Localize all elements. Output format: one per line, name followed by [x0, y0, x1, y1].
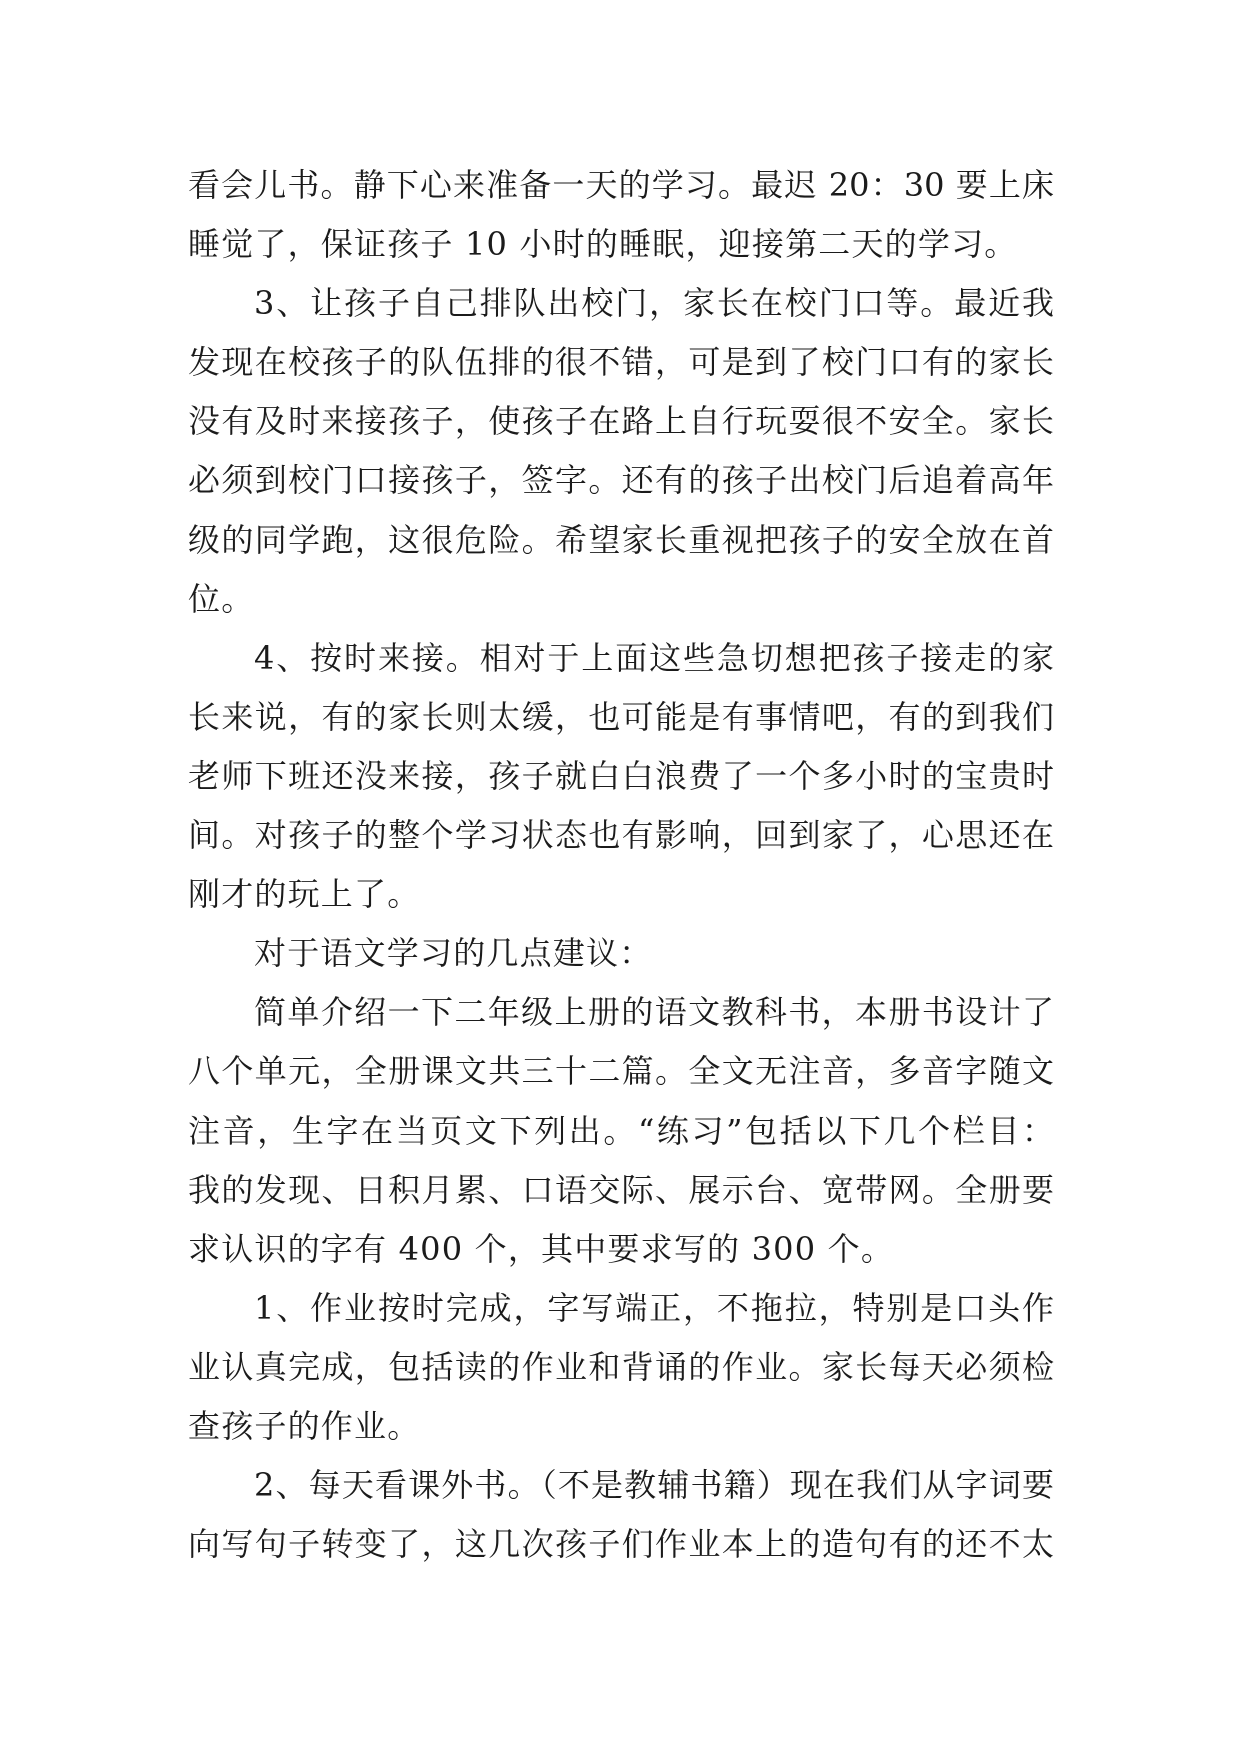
text-line: 必须到校门口接孩子，签字。还有的孩子出校门后追着高年 — [188, 461, 1054, 500]
text-line: 八个单元，全册课文共三十二篇。全文无注音，多音字随文 — [188, 1052, 1054, 1091]
paragraph — [188, 983, 1054, 1278]
text-line: 长来说，有的家长则太缓，也可能是有事情吧，有的到我们 — [188, 697, 1054, 736]
text-line: 查孩子的作业。 — [188, 1406, 421, 1445]
text-line: 级的同学跑，这很危险。希望家长重视把孩子的安全放在首 — [188, 520, 1054, 559]
text-line: 4、按时来接。相对于上面这些急切想把孩子接走的家 — [254, 638, 1054, 677]
text-line: 3、让孩子自己排队出校门，家长在校门口等。最近我 — [254, 284, 1054, 323]
text-line: 没有及时来接孩子，使孩子在路上自行玩耍很不安全。家长 — [188, 402, 1054, 441]
text-line: 老师下班还没来接，孩子就白白浪费了一个多小时的宝贵时 — [188, 756, 1054, 795]
text-line: 我的发现、日积月累、口语交际、展示台、宽带网。全册要 — [188, 1170, 1054, 1209]
text-line: 位。 — [188, 579, 255, 618]
text-line: 间。对孩子的整个学习状态也有影响，回到家了，心思还在 — [188, 816, 1054, 855]
text-line: 求认识的字有 400 个，其中要求写的 300 个。 — [188, 1229, 895, 1268]
text-line: 向写句子转变了，这几次孩子们作业本上的造句有的还不太 — [188, 1525, 1054, 1564]
paragraph — [188, 629, 1054, 924]
text-line: 看会儿书。静下心来准备一天的学习。最迟 20：30 要上床 — [188, 166, 1054, 204]
text-line: 简单介绍一下二年级上册的语文教科书，本册书设计了 — [254, 993, 1054, 1032]
text-line: 发现在校孩子的队伍排的很不错，可是到了校门口有的家长 — [188, 343, 1054, 382]
text-line: 业认真完成，包括读的作业和背诵的作业。家长每天必须检 — [188, 1347, 1054, 1386]
paragraph — [188, 156, 1054, 274]
text-line: 刚才的玩上了。 — [188, 875, 421, 914]
text-line: 对于语文学习的几点建议： — [254, 934, 653, 973]
section-heading — [188, 924, 1054, 983]
paragraph — [188, 1456, 1054, 1574]
text-line: 1、作业按时完成，字写端正，不拖拉，特别是口头作 — [254, 1288, 1054, 1327]
paragraph — [188, 274, 1054, 629]
text-line: 睡觉了，保证孩子 10 小时的睡眠，迎接第二天的学习。 — [188, 225, 1018, 264]
document-body — [188, 156, 1054, 1574]
text-line: 2、每天看课外书。（不是教辅书籍）现在我们从字词要 — [254, 1466, 1054, 1505]
text-line: 注音，生字在当页文下列出。“练习”包括以下几个栏目： — [188, 1111, 1054, 1150]
paragraph — [188, 1279, 1054, 1456]
